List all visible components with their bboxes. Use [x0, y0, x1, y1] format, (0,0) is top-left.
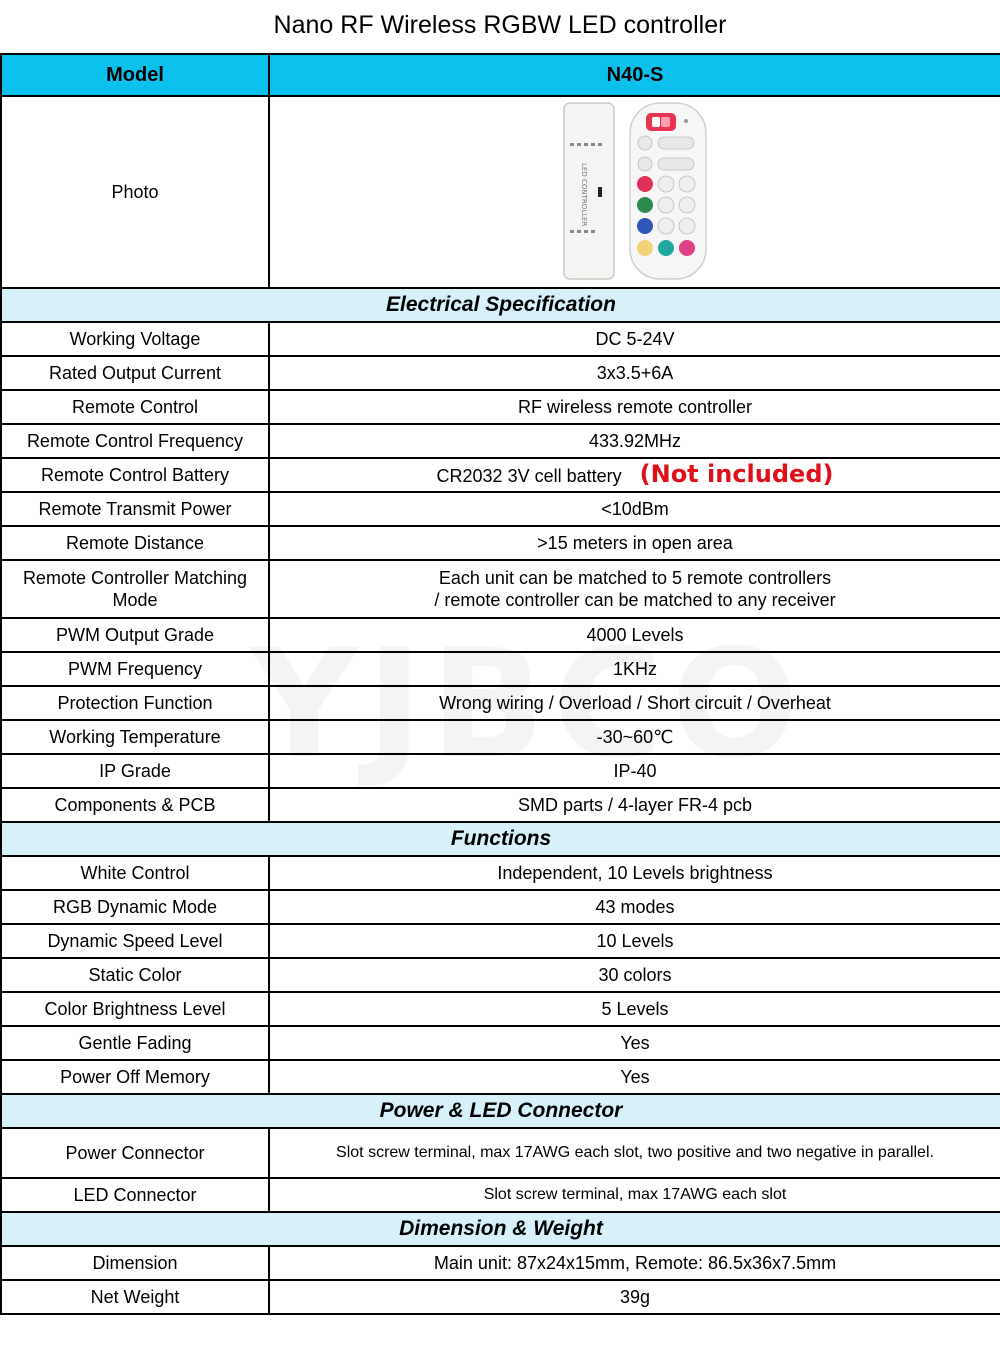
row-label: Color Brightness Level — [1, 992, 269, 1026]
spec-table — [0, 53, 1000, 1315]
row-label: Dynamic Speed Level — [1, 924, 269, 958]
row-value: SMD parts / 4-layer FR-4 pcb — [269, 788, 1000, 822]
row-label: Protection Function — [1, 686, 269, 720]
row-value-line: Each unit can be matched to 5 remote controllers — [438, 568, 832, 588]
row-value: RF wireless remote controller — [269, 390, 1000, 424]
table-row — [1, 618, 1000, 652]
row-label: PWM Frequency — [1, 652, 269, 686]
table-row — [1, 1026, 1000, 1060]
table-row — [1, 890, 1000, 924]
table-row — [1, 1246, 1000, 1280]
table-row — [1, 322, 1000, 356]
remote-control — [630, 103, 706, 279]
row-label: Working Voltage — [1, 322, 269, 356]
table-row — [1, 492, 1000, 526]
photo-row — [1, 96, 1000, 288]
row-label: Remote Control Battery — [1, 458, 269, 492]
row-label: Static Color — [1, 958, 269, 992]
row-label: LED Connector — [1, 1178, 269, 1212]
row-value: Independent, 10 Levels brightness — [269, 856, 1000, 890]
table-row — [1, 958, 1000, 992]
row-label: Components & PCB — [1, 788, 269, 822]
table-row — [1, 560, 1000, 618]
table-row — [1, 686, 1000, 720]
row-label: Working Temperature — [1, 720, 269, 754]
row-value: Slot screw terminal, max 17AWG each slot, two positive and two negative in parallel. — [269, 1128, 1000, 1178]
controller-unit — [564, 103, 614, 279]
table-row — [1, 526, 1000, 560]
photo-cell — [269, 96, 1000, 288]
row-label: Dimension — [1, 1246, 269, 1280]
table-row — [1, 788, 1000, 822]
section-dimension — [1, 1212, 1000, 1246]
row-label: RGB Dynamic Mode — [1, 890, 269, 924]
row-label: Remote Distance — [1, 526, 269, 560]
table-row — [1, 424, 1000, 458]
table-row — [1, 754, 1000, 788]
row-value: 43 modes — [269, 890, 1000, 924]
row-value: DC 5-24V — [269, 322, 1000, 356]
row-value: -30~60℃ — [269, 720, 1000, 754]
row-label: Power Connector — [1, 1128, 269, 1178]
not-included-note: (Not included) — [639, 460, 834, 488]
table-row — [1, 924, 1000, 958]
row-value: 1KHz — [269, 652, 1000, 686]
row-label: Power Off Memory — [1, 1060, 269, 1094]
photo-label: Photo — [1, 96, 269, 288]
row-value-line: / remote controller can be matched to any receiver — [434, 590, 836, 610]
section-functions — [1, 822, 1000, 856]
header-value: N40-S — [269, 54, 1000, 96]
row-label: Rated Output Current — [1, 356, 269, 390]
section-title: Power & LED Connector — [1, 1094, 1000, 1128]
section-title: Dimension & Weight — [1, 1212, 1000, 1246]
row-value: Yes — [269, 1060, 1000, 1094]
header-label: Model — [1, 54, 269, 96]
row-label: Gentle Fading — [1, 1026, 269, 1060]
row-value: 433.92MHz — [269, 424, 1000, 458]
row-value: Main unit: 87x24x15mm, Remote: 86.5x36x7.5mm — [269, 1246, 1000, 1280]
row-label: Net Weight — [1, 1280, 269, 1314]
section-title: Functions — [1, 822, 1000, 856]
table-row — [1, 390, 1000, 424]
row-value: 4000 Levels — [269, 618, 1000, 652]
table-row — [1, 720, 1000, 754]
row-value: 39g — [269, 1280, 1000, 1314]
row-label: PWM Output Grade — [1, 618, 269, 652]
table-row — [1, 652, 1000, 686]
section-power — [1, 1094, 1000, 1128]
row-label: Remote Transmit Power — [1, 492, 269, 526]
row-value: IP-40 — [269, 754, 1000, 788]
row-value — [269, 458, 1000, 492]
section-electrical — [1, 288, 1000, 322]
row-value: Yes — [269, 1026, 1000, 1060]
row-label: Remote Control — [1, 390, 269, 424]
table-row — [1, 1060, 1000, 1094]
table-row — [1, 1178, 1000, 1212]
row-value: Slot screw terminal, max 17AWG each slot — [269, 1178, 1000, 1212]
row-label: White Control — [1, 856, 269, 890]
table-row — [1, 1128, 1000, 1178]
table-row — [1, 856, 1000, 890]
row-value: 10 Levels — [269, 924, 1000, 958]
row-value — [269, 560, 1000, 618]
battery-value: CR2032 3V cell battery — [436, 466, 622, 486]
table-header-row — [1, 54, 1000, 96]
row-label: Remote Controller Matching Mode — [1, 560, 269, 618]
row-value: 5 Levels — [269, 992, 1000, 1026]
row-value: 3x3.5+6A — [269, 356, 1000, 390]
row-value: 30 colors — [269, 958, 1000, 992]
controller-label: LED CONTROLLER — [580, 163, 588, 227]
row-label: Remote Control Frequency — [1, 424, 269, 458]
table-row — [1, 356, 1000, 390]
row-label: IP Grade — [1, 754, 269, 788]
table-row — [1, 992, 1000, 1026]
row-value: Wrong wiring / Overload / Short circuit / Overheat — [269, 686, 1000, 720]
product-photo — [560, 101, 710, 283]
page-title: Nano RF Wireless RGBW LED controller — [273, 10, 727, 39]
section-title: Electrical Specification — [1, 288, 1000, 322]
row-value: >15 meters in open area — [269, 526, 1000, 560]
table-row — [1, 458, 1000, 492]
table-row — [1, 1280, 1000, 1314]
row-value: <10dBm — [269, 492, 1000, 526]
